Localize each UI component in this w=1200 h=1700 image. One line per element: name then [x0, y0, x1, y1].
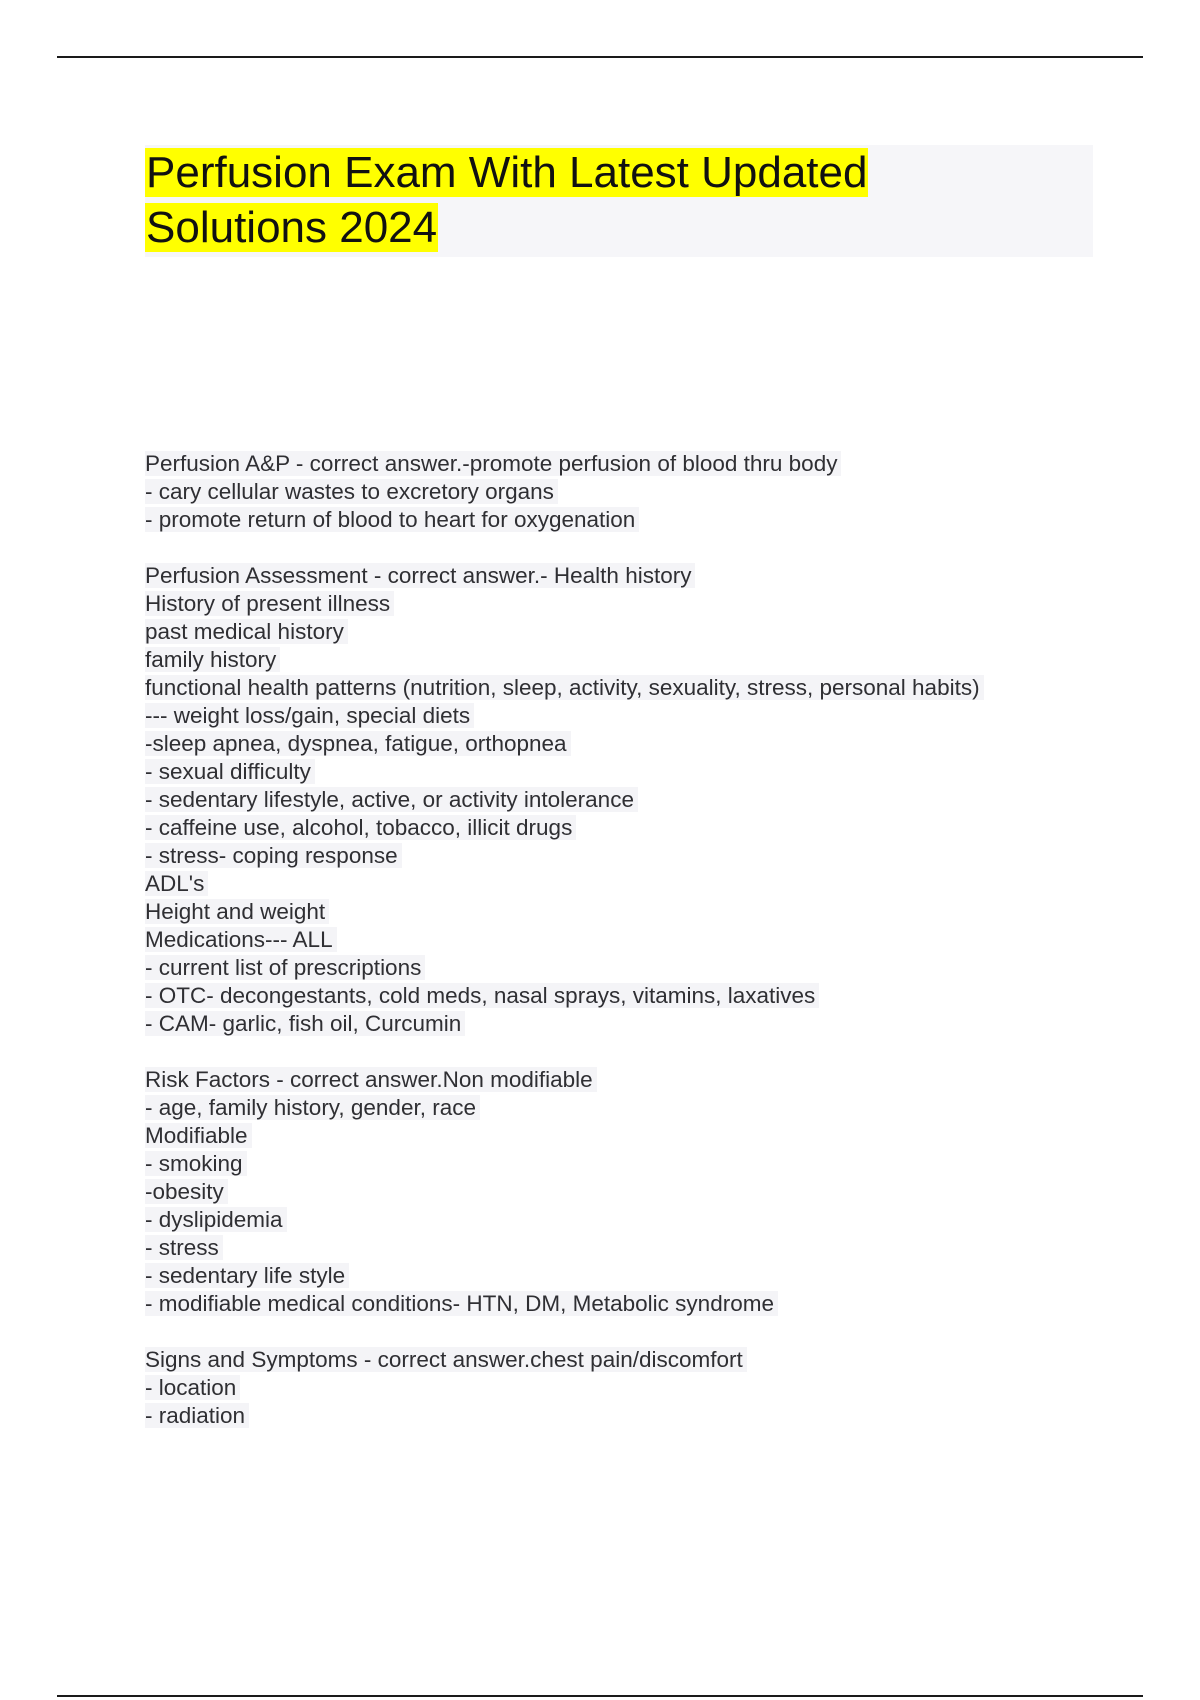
- text-line: - promote return of blood to heart for oxygenation: [145, 506, 1105, 534]
- qa-content: [145, 450, 1105, 1458]
- text-line: - stress: [145, 1234, 1105, 1262]
- text-line: - CAM- garlic, fish oil, Curcumin: [145, 1010, 1105, 1038]
- text-line: Modifiable: [145, 1122, 1105, 1150]
- text-line: - sexual difficulty: [145, 758, 1105, 786]
- text-line: Perfusion Assessment - correct answer.- Health history: [145, 562, 1105, 590]
- text-line: -sleep apnea, dyspnea, fatigue, orthopnea: [145, 730, 1105, 758]
- text-line: Risk Factors - correct answer.Non modifiable: [145, 1066, 1105, 1094]
- text-line: - caffeine use, alcohol, tobacco, illicit drugs: [145, 814, 1105, 842]
- text-line: - radiation: [145, 1402, 1105, 1430]
- qa-entry-perfusion-ap: [145, 450, 1105, 534]
- text-line: -obesity: [145, 1178, 1105, 1206]
- text-line: - smoking: [145, 1150, 1105, 1178]
- page-title: [145, 145, 1093, 255]
- text-line: ADL's: [145, 870, 1105, 898]
- text-line: past medical history: [145, 618, 1105, 646]
- text-line: - sedentary life style: [145, 1262, 1105, 1290]
- text-line: family history: [145, 646, 1105, 674]
- text-line: - stress- coping response: [145, 842, 1105, 870]
- text-line: - OTC- decongestants, cold meds, nasal sprays, vitamins, laxatives: [145, 982, 1105, 1010]
- text-line: Signs and Symptoms - correct answer.chest pain/discomfort: [145, 1346, 1105, 1374]
- text-line: Height and weight: [145, 898, 1105, 926]
- text-line: History of present illness: [145, 590, 1105, 618]
- text-line: - age, family history, gender, race: [145, 1094, 1105, 1122]
- text-line: functional health patterns (nutrition, sleep, activity, sexuality, stress, personal habits): [145, 674, 1105, 702]
- text-line: Perfusion A&P - correct answer.-promote perfusion of blood thru body: [145, 450, 1105, 478]
- title-line-1: Perfusion Exam With Latest Updated: [146, 148, 868, 197]
- text-line: - sedentary lifestyle, active, or activity intolerance: [145, 786, 1105, 814]
- text-line: - modifiable medical conditions- HTN, DM, Metabolic syndrome: [145, 1290, 1105, 1318]
- qa-entry-risk-factors: [145, 1066, 1105, 1318]
- top-divider: [57, 56, 1143, 58]
- text-line: --- weight loss/gain, special diets: [145, 702, 1105, 730]
- text-line: Medications--- ALL: [145, 926, 1105, 954]
- text-line: - current list of prescriptions: [145, 954, 1105, 982]
- bottom-divider: [57, 1695, 1143, 1697]
- text-line: - location: [145, 1374, 1105, 1402]
- text-line: - dyslipidemia: [145, 1206, 1105, 1234]
- title-block: [145, 145, 1093, 257]
- qa-entry-perfusion-assessment: [145, 562, 1105, 1038]
- text-line: - cary cellular wastes to excretory organs: [145, 478, 1105, 506]
- qa-entry-signs-symptoms: [145, 1346, 1105, 1430]
- title-line-2: Solutions 2024: [146, 203, 438, 252]
